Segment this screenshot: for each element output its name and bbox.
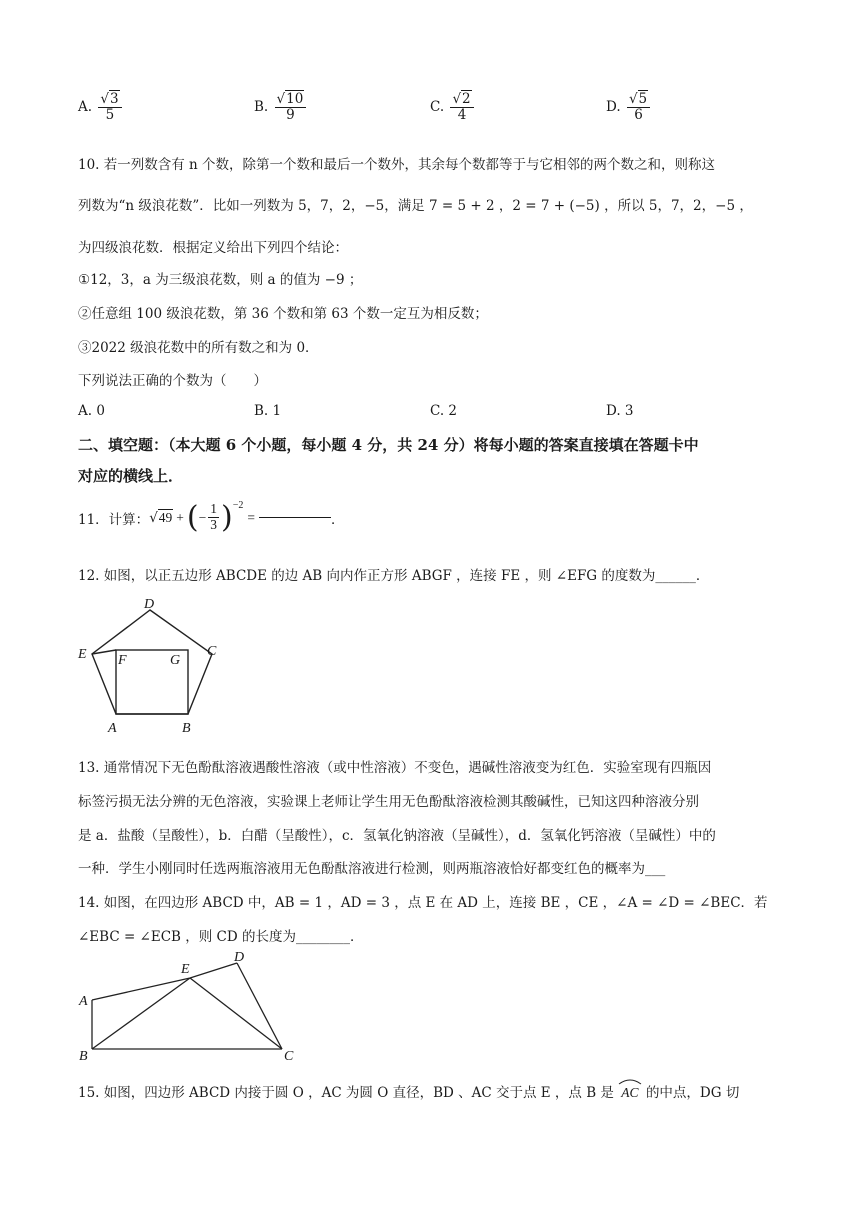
quadrilateral-figure [74,948,304,1066]
q9-option-c: C. $\frac{√2}{4}$ [430,92,476,123]
arc-icon [617,1078,643,1085]
label-e: E [181,962,190,977]
q14-line-2: ∠EBC = ∠ECB ，则 CD 的长度为________． [78,929,364,945]
q10-line-1: 10. 若一列数含有 n 个数，除第一个数和最后一个数外，其余每个数都等于与它相邻的两个数之和，则称这 [78,157,716,173]
label-b: B [182,721,191,736]
q9-option-a: A. $\frac{√3}{5}$ [78,92,124,123]
segment-ad [92,963,237,1000]
fraction: $\frac{√3}{5}$ [98,92,121,123]
label-f: F [118,653,127,668]
q14-line-1: 14. 如图，在四边形 ABCD 中，AB = 1 ，AD = 3 ，点 E 在 AD 上，连接 BE ，CE ，∠A = ∠D = ∠BEC．若 [78,895,768,911]
q10-option-a: A. 0 [78,403,105,419]
answer-blank [259,517,331,518]
question-15: 15. 如图，四边形 ABCD 内接于圆 O ，AC 为圆 O 直径，BD 、AC 交于点 E ，点 B 是 AC 的中点，DG 切 [78,1078,739,1101]
fraction: $\frac{1}{3}$ [210,501,218,532]
sqrt-symbol: √ [100,91,109,107]
q12-text: 12. 如图，以正五边形 ABCDE 的边 AB 向内作正方形 ABGF ，连接 FE ，则 ∠EFG 的度数为______． [78,568,710,584]
label-b: B [79,1049,88,1064]
label-d: D [234,950,245,965]
q10-line-3: 为四级浪花数．根据定义给出下列四个结论： [78,240,348,256]
q13-line-3: 是 a．盐酸（呈酸性），b．白醋（呈酸性），c．氢氧化钠溶液（呈碱性），d．氢氧化钙溶液（呈碱性）中的 [78,828,716,844]
label-g: G [170,653,181,668]
label-e: E [78,647,87,662]
q10-conclusion-1: ①12，3，a 为三级浪花数，则 a 的值为 −9 ； [78,272,363,288]
q9-option-b: B. $\frac{√10}{9}$ [254,92,308,123]
fraction: $\frac{√10}{9}$ [275,92,307,123]
q10-conclusion-3: ③2022 级浪花数中的所有数之和为 0． [78,340,319,356]
section-heading-line-2: 对应的横线上． [78,467,184,485]
q10-conclusion-2: ②任意组 100 级浪花数，第 36 个数和第 63 个数一定互为相反数； [78,306,488,322]
sqrt-symbol: √ [628,91,638,107]
label-d: D [144,597,155,612]
segment-dc [237,963,282,1049]
question-11: 11．计算： √ 49 + ( − $\frac{1}{3}$ ) $^{-2}$ = ． [78,500,345,535]
fraction: $\frac{√2}{4}$ [450,92,473,123]
pentagon-shape [92,610,212,714]
sqrt-symbol: √ [149,509,158,526]
arc-ac: AC [617,1078,643,1101]
q10-ask: 下列说法正确的个数为（ ） [78,373,267,389]
pentagon-square-figure [70,594,230,742]
q10-line-2: 列数为“n 级浪花数”．比如一列数为 5，7，2，−5，满足 7 = 5 + 2 ，2 = 7 + (−5) ，所以 5，7，2，−5 ， [78,198,753,214]
sqrt-symbol: √ [276,91,286,107]
minus-sign: − [198,509,207,525]
q13-line-4: 一种．学生小刚同时任选两瓶溶液用无色酚酞溶液进行检测，则两瓶溶液恰好都变红色的概率为___ [78,861,666,877]
fraction: $\frac{√5}{6}$ [627,92,650,123]
q10-option-d: D. 3 [606,403,634,419]
left-paren: ( [186,500,199,535]
label-c: C [284,1049,294,1064]
section-heading-line-1: 二、填空题：（本大题 6 个小题，每小题 4 分，共 24 分）将每小题的答案直接填在答题卡中 [78,436,699,454]
label-a: A [79,994,88,1009]
q13-line-2: 标签污损无法分辨的无色溶液，实验课上老师让学生用无色酚酞溶液检测其酸碱性，已知这四种溶液分别 [78,794,699,810]
q13-line-1: 13. 通常情况下无色酚酞溶液遇酸性溶液（或中性溶液）不变色，遇碱性溶液变为红色．实验室现有四瓶因 [78,760,712,776]
segment-ce [190,978,282,1049]
right-paren: ) [221,500,233,535]
label-c: C [207,644,217,659]
q10-option-b: B. 1 [254,403,282,419]
sqrt-symbol: √ [452,91,462,107]
label-a: A [108,721,117,736]
q9-option-d: D. $\frac{√5}{6}$ [606,92,652,123]
q10-option-c: C. 2 [430,403,458,419]
